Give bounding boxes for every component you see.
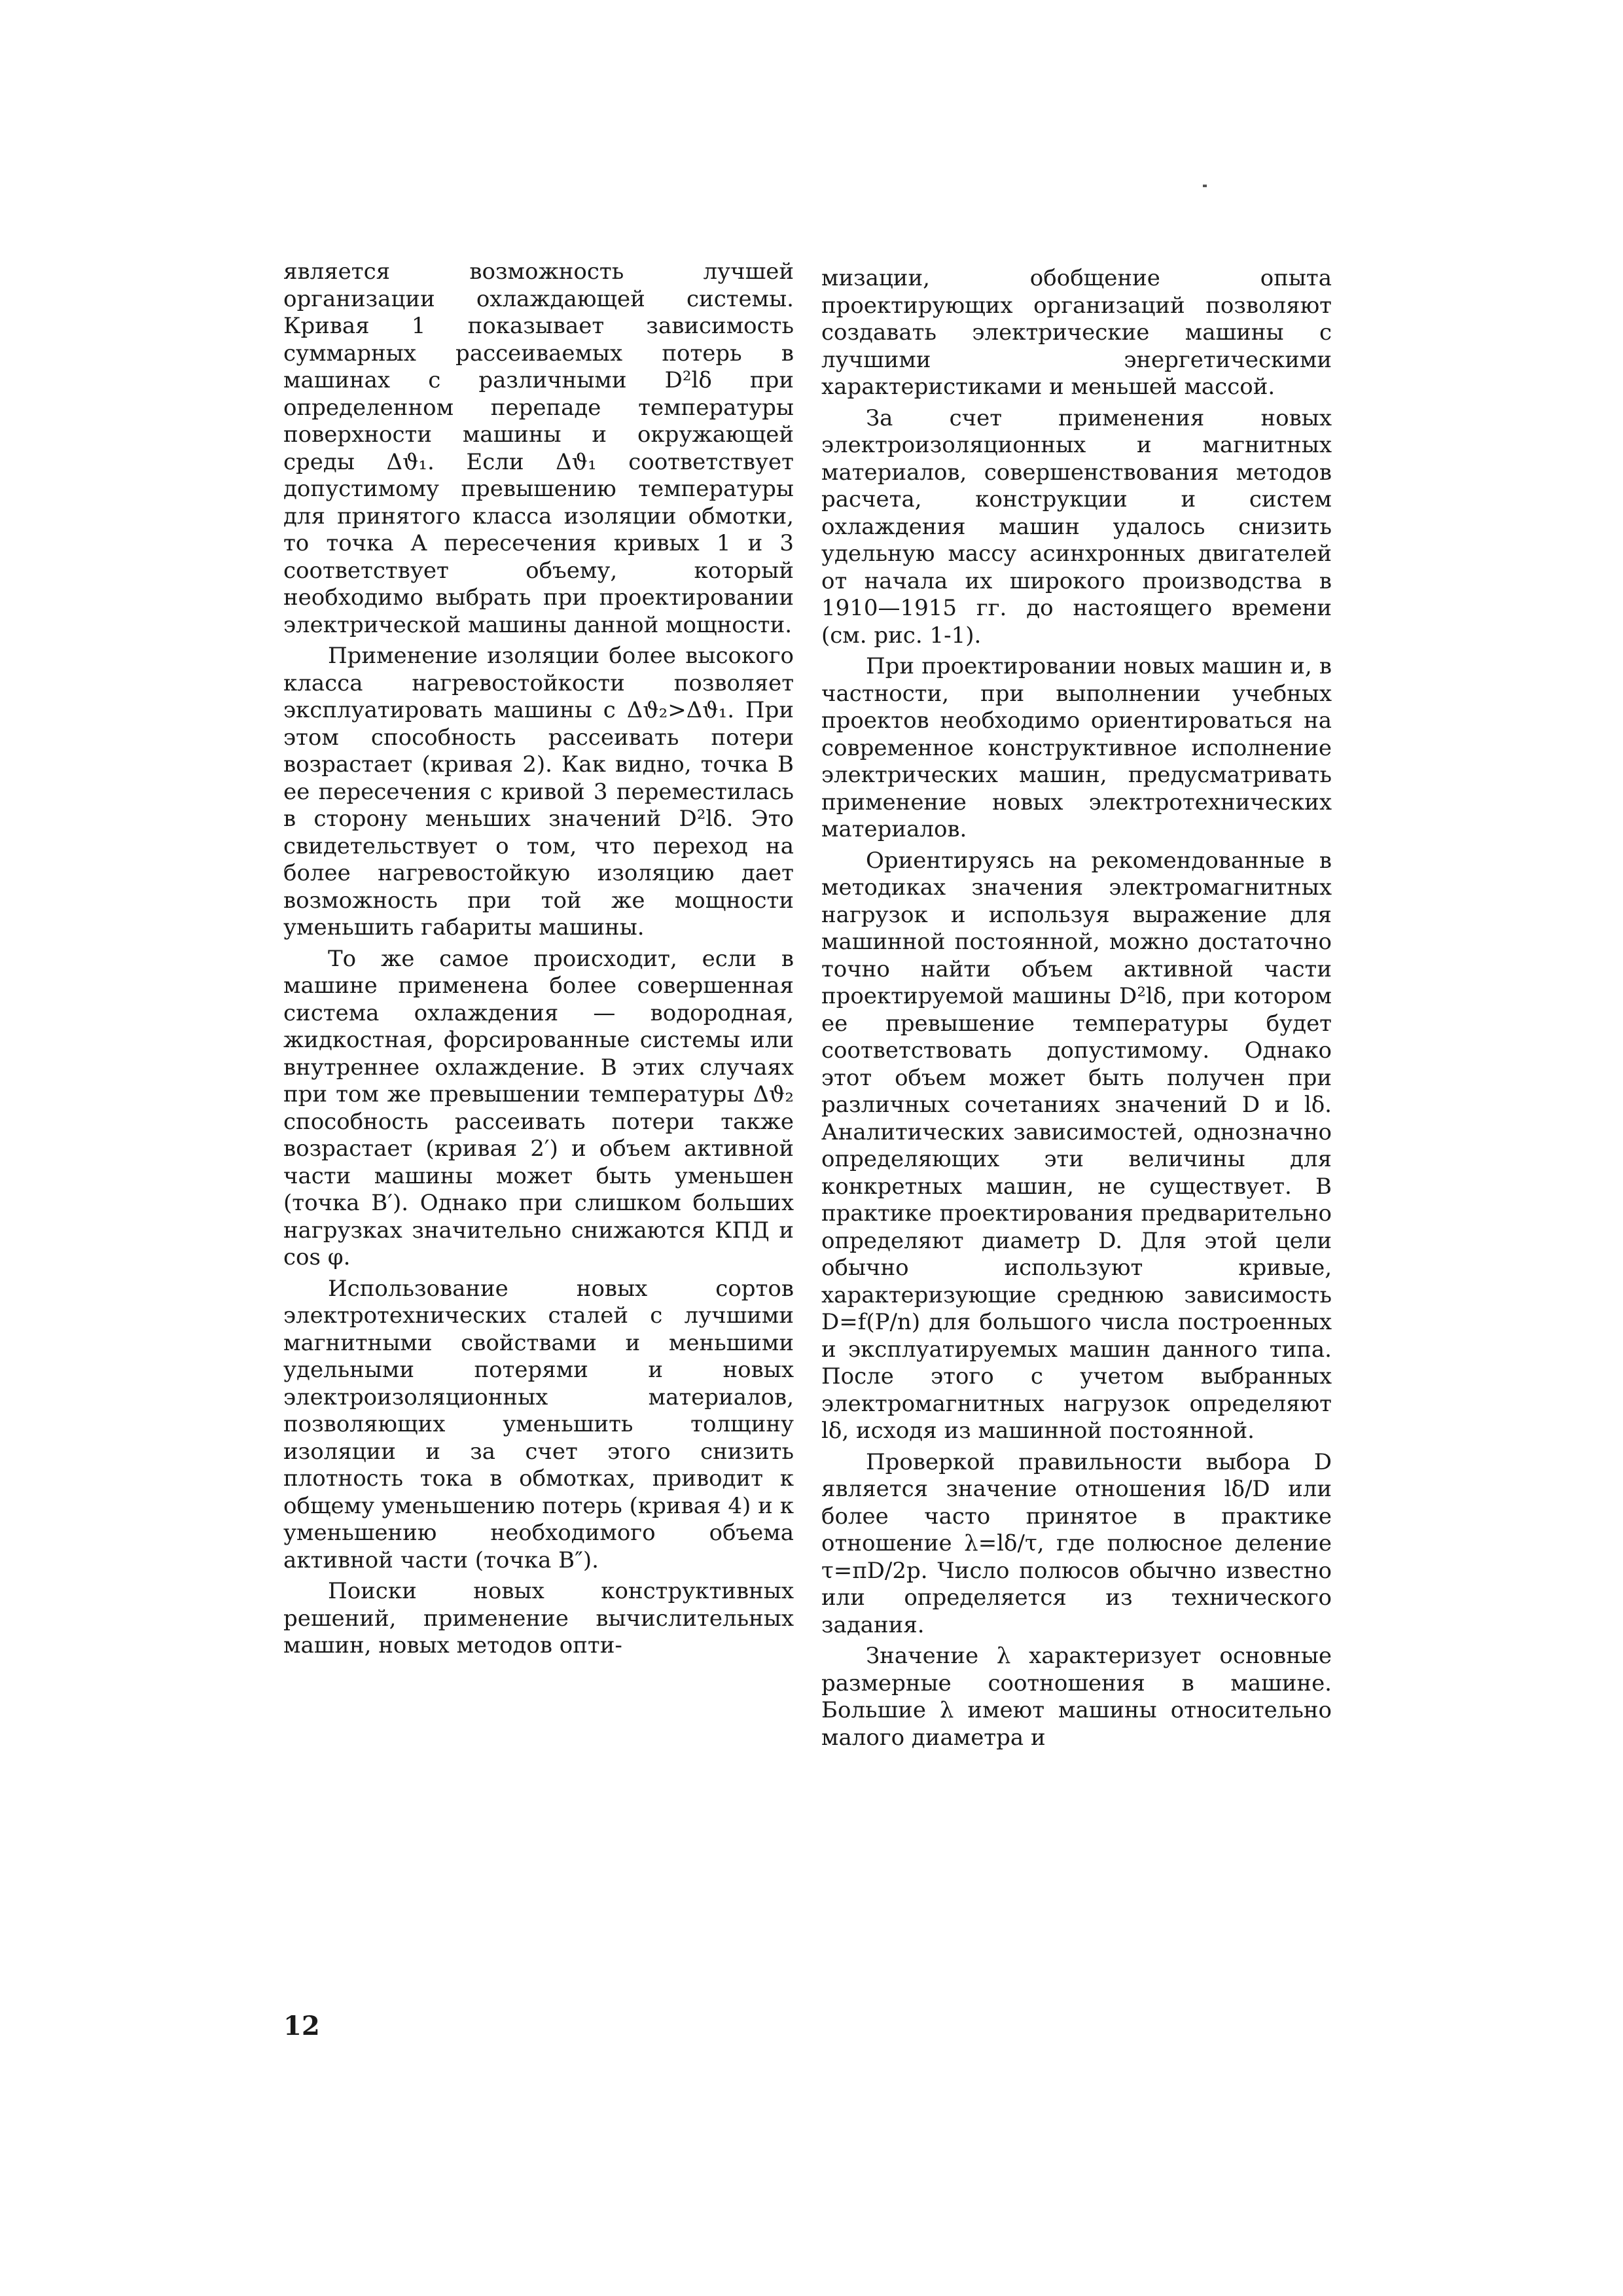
paragraph: Использование новых сортов электротехнических сталей с лучшими магнитными свойствами и меньшими удельными потерями и новых электроизоляционных материалов, позволяющих уменьшить толщину изоляции и за счет этого снизить плотность тока в обмотках, приводит к общему уменьшению потерь (кривая 4) и к уменьшению необходимого объема активной части (точка B″). [283,1275,794,1573]
paragraph: Поиски новых конструктивных решений, применение вычислительных машин, новых методов опти- [283,1578,794,1659]
paragraph: При проектировании новых машин и, в частности, при выполнении учебных проектов необходимо ориентироваться на современное конструктивное исполнение электрических машин, предусматривать применение новых электротехнических материалов. [821,653,1332,842]
page-number: 12 [283,2011,320,2041]
print-speck [1203,185,1207,187]
paragraph: мизации, обобщение опыта проектирующих организаций позволяют создавать электрические машины с лучшими энергетическими характеристиками и меньшей массой. [821,265,1332,400]
paragraph: является возможность лучшей организации охлаждающей системы. Кривая 1 показывает зависимость суммарных рассеиваемых потерь в машинах с различными D²lδ при определенном перепаде температуры поверхности машины и окружающей среды Δϑ₁. Если Δϑ₁ соответствует допустимому превышению температуры для принятого класса изоляции обмотки, то точка A пересечения кривых 1 и 3 соответствует объему, который необходимо выбрать при проектировании электрической машины данной мощности. [283,259,794,638]
left-text-column [283,259,794,1660]
paragraph: Применение изоляции более высокого класса нагревостойкости позволяет эксплуатировать машины с Δϑ₂>Δϑ₁. При этом способность рассеивать потери возрастает (кривая 2). Как видно, точка B ее пересечения с кривой 3 переместилась в сторону меньших значений D²lδ. Это свидетельствует о том, что переход на более нагревостойкую изоляцию дает возможность при той же мощности уменьшить габариты машины. [283,643,794,941]
paragraph: Проверкой правильности выбора D является значение отношения lδ/D или более часто принятое в практике отношение λ=lδ/τ, где полюсное деление τ=πD/2p. Число полюсов обычно известно или определяется из технического задания. [821,1448,1332,1638]
paragraph: Значение λ характеризует основные размерные соотношения в машине. Большие λ имеют машины относительно малого диаметра и [821,1643,1332,1751]
paragraph: За счет применения новых электроизоляционных и магнитных материалов, совершенствования методов расчета, конструкции и систем охлаждения машин удалось снизить удельную массу асинхронных двигателей от начала их широкого производства в 1910—1915 гг. до настоящего времени (см. рис. 1-1). [821,404,1332,649]
paragraph: То же самое происходит, если в машине применена более совершенная система охлаждения — водородная, жидкостная, форсированные системы или внутреннее охлаждение. В этих случаях при том же превышении температуры Δϑ₂ способность рассеивать потери также возрастает (кривая 2′) и объем активной части машины может быть уменьшен (точка B′). Однако при слишком больших нагрузках значительно снижаются КПД и cos φ. [283,945,794,1270]
paragraph: Ориентируясь на рекомендованные в методиках значения электромагнитных нагрузок и используя выражение для машинной постоянной, можно достаточно точно найти объем активной части проектируемой машины D²lδ, при котором ее превышение температуры будет соответствовать допустимому. Однако этот объем может быть получен при различных сочетаниях значений D и lδ. Аналитических зависимостей, однозначно определяющих эти величины для конкретных машин, не существует. В практике проектирования предварительно определяют диаметр D. Для этой цели обычно используют кривые, характеризующие среднюю зависимость D=f(P/n) для большого числа построенных и эксплуатируемых машин данного типа. После этого с учетом выбранных электромагнитных нагрузок определяют lδ, исходя из машинной постоянной. [821,847,1332,1444]
right-text-column [821,265,1332,1751]
